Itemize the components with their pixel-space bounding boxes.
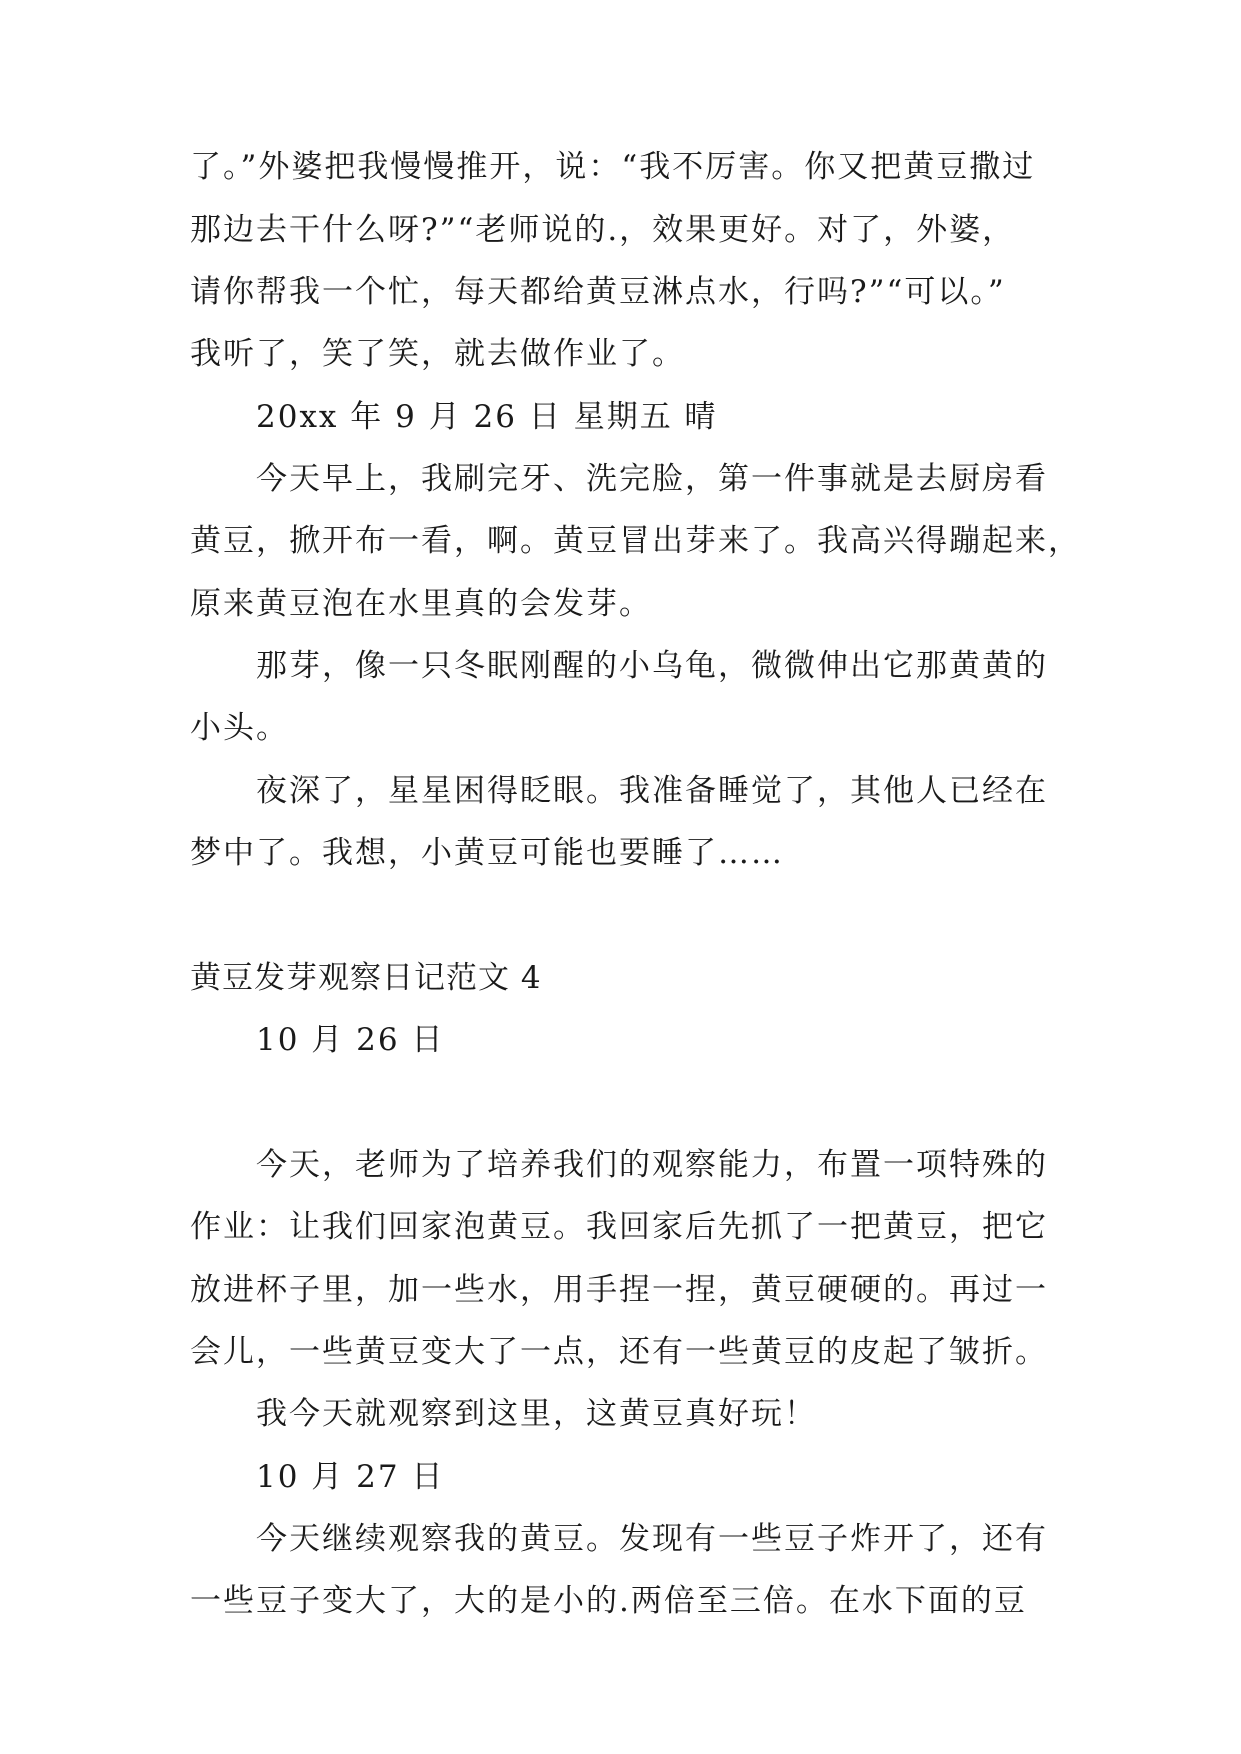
body-line: 那芽，像一只冬眠刚醒的小乌龟，微微伸出它那黄黄的 (256, 648, 1048, 684)
date-line: 10 月 26 日 (256, 1022, 445, 1058)
date-line: 20xx 年 9 月 26 日 星期五 晴 (256, 399, 718, 435)
body-line: 了。”外婆把我慢慢推开，说：“我不厉害。你又把黄豆撒过 (190, 149, 1036, 185)
body-line: 今天早上，我刷完牙、洗完脸，第一件事就是去厨房看 (256, 461, 1048, 497)
date-line: 10 月 27 日 (256, 1459, 445, 1495)
body-line: 那边去干什么呀?”“老师说的.，效果更好。对了，外婆， (190, 212, 1016, 248)
body-line: 我听了，笑了笑，就去做作业了。 (190, 336, 685, 372)
section-heading: 黄豆发芽观察日记范文 4 (190, 960, 542, 996)
body-line: 我今天就观察到这里，这黄豆真好玩！ (256, 1396, 817, 1432)
body-line: 会儿，一些黄豆变大了一点，还有一些黄豆的皮起了皱折。 (190, 1334, 1048, 1370)
body-line: 作业：让我们回家泡黄豆。我回家后先抓了一把黄豆，把它 (190, 1209, 1048, 1245)
body-line: 梦中了。我想，小黄豆可能也要睡了…… (190, 835, 784, 871)
body-line: 原来黄豆泡在水里真的会发芽。 (190, 586, 652, 622)
body-line: 请你帮我一个忙，每天都给黄豆淋点水，行吗?”“可以。” (190, 274, 1006, 310)
body-line: 黄豆，掀开布一看，啊。黄豆冒出芽来了。我高兴得蹦起来， (190, 523, 1081, 559)
body-line: 夜深了，星星困得眨眼。我准备睡觉了，其他人已经在 (256, 773, 1048, 809)
body-line: 今天继续观察我的黄豆。发现有一些豆子炸开了，还有 (256, 1521, 1048, 1557)
body-line: 一些豆子变大了，大的是小的.两倍至三倍。在水下面的豆 (190, 1583, 1027, 1619)
body-line: 小头。 (190, 710, 289, 746)
body-line: 放进杯子里，加一些水，用手捏一捏，黄豆硬硬的。再过一 (190, 1272, 1048, 1308)
body-line: 今天，老师为了培养我们的观察能力，布置一项特殊的 (256, 1147, 1048, 1183)
